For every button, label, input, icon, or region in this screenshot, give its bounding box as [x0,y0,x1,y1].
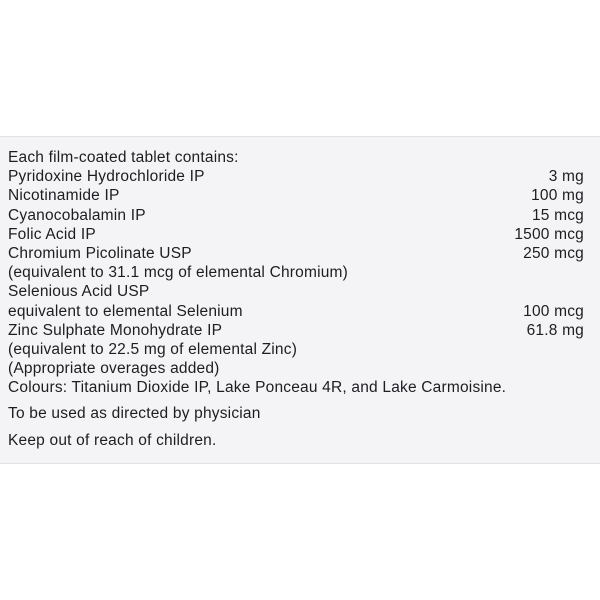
ingredient-amount: 100 mg [531,187,584,205]
ingredient-amount: 1500 mcg [514,225,584,243]
ingredient-name: Folic Acid IP [8,225,96,243]
ingredient-name: Chromium Picolinate USP [8,244,192,262]
chromium-note: (equivalent to 31.1 mcg of elemental Chromium) [8,264,349,282]
ingredient-amount: 61.8 mg [526,321,584,339]
ingredient-amount: 3 mg [548,168,584,186]
ingredient-row [8,167,590,186]
ingredient-name: Pyridoxine Hydrochloride IP [8,168,205,186]
overages-note: (Appropriate overages added) [8,360,220,378]
directions-line: To be used as directed by physician [8,405,261,423]
ingredient-row [8,321,590,340]
ingredient-name: Nicotinamide IP [8,187,120,205]
warning-line: Keep out of reach of children. [8,431,217,449]
ingredient-row [8,186,590,205]
colours-line: Colours: Titanium Dioxide IP, Lake Ponceau 4R, and Lake Carmoisine. [8,379,507,397]
ingredient-row [8,302,590,321]
ingredient-name: equivalent to elemental Selenium [8,302,243,320]
composition-header: Each film-coated tablet contains: [8,149,239,166]
zinc-note: (equivalent to 22.5 mg of elemental Zinc) [8,340,298,358]
ingredient-row [8,244,590,263]
ingredient-row [8,206,590,225]
ingredient-amount: 15 mcg [531,206,584,224]
selenious-acid-line: Selenious Acid USP [8,283,150,301]
ingredient-amount: 100 mcg [523,302,584,320]
ingredient-amount: 250 mcg [523,244,584,262]
composition-text [8,148,590,450]
ingredient-row [8,225,590,244]
ingredient-name: Zinc Sulphate Monohydrate IP [8,321,223,339]
ingredient-name: Cyanocobalamin IP [8,206,146,224]
